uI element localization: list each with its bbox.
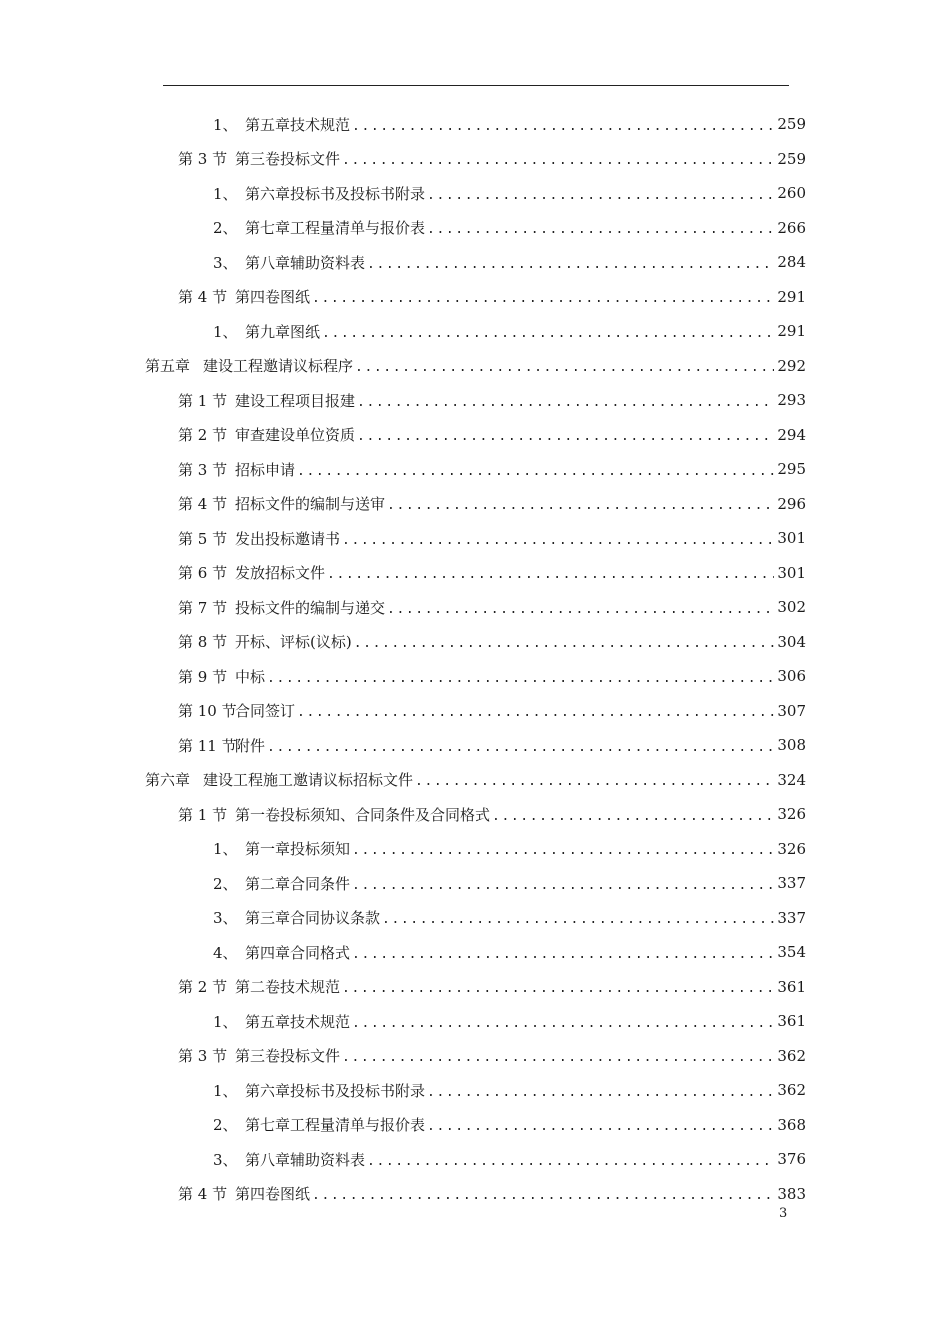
toc-entry-page: 324 [777, 770, 806, 789]
toc-entry-page: 259 [777, 149, 806, 168]
toc-entry-title: 发放招标文件 [235, 564, 326, 583]
toc-entry-label [178, 286, 310, 307]
toc-entry[interactable] [0, 1039, 950, 1074]
toc-entry-number: 第 5 节 [178, 529, 228, 548]
toc-entry-page: 296 [777, 494, 806, 513]
toc-dot-leader [342, 981, 774, 996]
toc-entry-label [145, 355, 353, 376]
toc-entry-title: 招标文件的编制与送审 [235, 495, 386, 514]
toc-entry-title: 建设工程邀请议标程序 [203, 357, 354, 376]
toc-entry-page: 337 [777, 874, 806, 893]
toc-entry-number: 2、 [213, 874, 238, 893]
toc-entry-number: 3、 [213, 253, 238, 272]
toc-dot-leader [427, 1085, 774, 1100]
toc-entry[interactable] [0, 280, 950, 315]
toc-entry-number: 第 1 节 [178, 391, 228, 410]
toc-entry-number: 2、 [213, 1116, 238, 1135]
toc-entry-number: 2、 [213, 219, 238, 238]
toc-dot-leader [387, 498, 774, 513]
toc-entry[interactable] [0, 487, 950, 522]
toc-entry-title: 第一卷投标须知、合同条件及合同格式 [235, 805, 491, 824]
toc-dot-leader [312, 291, 774, 306]
toc-entry-number: 第 11 节 [178, 736, 237, 755]
toc-entry[interactable] [0, 314, 950, 349]
toc-dot-leader [322, 326, 774, 341]
toc-entry-label [178, 390, 355, 411]
toc-entry[interactable] [0, 107, 950, 142]
toc-entry-label [213, 114, 350, 135]
toc-entry[interactable] [0, 728, 950, 763]
toc-entry[interactable] [0, 866, 950, 901]
toc-entry[interactable] [0, 625, 950, 660]
toc-dot-leader [415, 774, 774, 789]
toc-entry-page: 361 [777, 977, 806, 996]
toc-entry-title: 开标、评标(议标) [235, 633, 352, 652]
toc-entry[interactable] [0, 211, 950, 246]
toc-dot-leader [342, 1050, 774, 1065]
footer-page-number: 3 [779, 1206, 788, 1221]
toc-entry-title: 第四卷图纸 [235, 1185, 311, 1204]
toc-dot-leader [427, 188, 774, 203]
toc-entry-number: 4、 [213, 943, 238, 962]
toc-entry-label [213, 1011, 350, 1032]
toc-entry-title: 第九章图纸 [245, 322, 321, 341]
toc-entry-label [213, 252, 365, 273]
toc-entry-title: 合同签订 [235, 702, 296, 721]
toc-entry[interactable] [0, 1004, 950, 1039]
toc-entry[interactable] [0, 1177, 950, 1212]
toc-entry-label [213, 217, 425, 238]
toc-entry-title: 招标申请 [235, 460, 296, 479]
toc-entry-number: 1、 [213, 322, 238, 341]
toc-entry[interactable] [0, 452, 950, 487]
toc-entry-label [145, 769, 413, 790]
toc-entry-label [213, 1114, 425, 1135]
toc-entry[interactable] [0, 694, 950, 729]
toc-entry[interactable] [0, 832, 950, 867]
toc-entry-label [213, 183, 425, 204]
toc-entry-page: 260 [777, 184, 806, 203]
toc-entry-label [178, 666, 265, 687]
toc-entry-label [178, 735, 265, 756]
toc-entry-label [178, 1045, 340, 1066]
toc-entry-page: 293 [777, 391, 806, 410]
toc-entry-page: 368 [777, 1115, 806, 1134]
toc-entry-number: 第 1 节 [178, 805, 228, 824]
toc-dot-leader [382, 912, 774, 927]
toc-entry-page: 266 [777, 218, 806, 237]
toc-dot-leader [297, 705, 774, 720]
toc-entry-page: 302 [777, 598, 806, 617]
toc-entry[interactable] [0, 245, 950, 280]
toc-entry-page: 259 [777, 115, 806, 134]
toc-entry-page: 308 [777, 736, 806, 755]
toc-dot-leader [352, 947, 774, 962]
toc-entry-label [178, 1183, 310, 1204]
toc-dot-leader [427, 1119, 774, 1134]
toc-entry-label [213, 321, 320, 342]
toc-dot-leader [312, 1188, 774, 1203]
toc-dot-leader [387, 602, 774, 617]
toc-entry-title: 建设工程施工邀请议标招标文件 [203, 771, 414, 790]
toc-entry-number: 第 4 节 [178, 1185, 228, 1204]
toc-entry-title: 第四卷图纸 [235, 288, 311, 307]
toc-entry-label [178, 562, 325, 583]
toc-entry-number: 第 3 节 [178, 460, 228, 479]
toc-entry-number: 第 6 节 [178, 564, 228, 583]
toc-entry[interactable] [0, 970, 950, 1005]
toc-entry-label [178, 597, 385, 618]
toc-entry-number: 第 2 节 [178, 978, 228, 997]
toc-entry[interactable] [0, 590, 950, 625]
toc-entry-label [213, 942, 350, 963]
toc-entry-title: 建设工程项目报建 [235, 391, 356, 410]
toc-dot-leader [354, 636, 774, 651]
toc-entry-label [213, 907, 380, 928]
toc-entry-title: 第三卷投标文件 [235, 1047, 341, 1066]
toc-entry-page: 326 [777, 805, 806, 824]
toc-entry-number: 第 10 节 [178, 702, 237, 721]
toc-entry[interactable] [0, 935, 950, 970]
toc-entry-page: 337 [777, 908, 806, 927]
toc-entry-title: 第四章合同格式 [245, 943, 351, 962]
toc-entry-page: 294 [777, 425, 806, 444]
toc-entry-label [178, 700, 295, 721]
toc-entry-label [178, 424, 355, 445]
toc-entry-page: 292 [777, 356, 806, 375]
toc-dot-leader [342, 533, 774, 548]
toc-entry[interactable] [0, 1073, 950, 1108]
toc-dot-leader [492, 809, 774, 824]
toc-entry-title: 第五章技术规范 [245, 115, 351, 134]
toc-entry-number: 第 3 节 [178, 1047, 228, 1066]
toc-entry-title: 第二章合同条件 [245, 874, 351, 893]
toc-entry-title: 第七章工程量清单与报价表 [245, 1116, 426, 1135]
toc-entry-label [213, 1149, 365, 1170]
toc-entry-page: 383 [777, 1184, 806, 1203]
toc-entry-title: 第一章投标须知 [245, 840, 351, 859]
toc-entry-label [178, 148, 340, 169]
toc-entry-page: 291 [777, 287, 806, 306]
toc-entry-number: 第 7 节 [178, 598, 228, 617]
toc-entry[interactable] [0, 383, 950, 418]
toc-entry[interactable] [0, 763, 950, 798]
toc-entry-page: 362 [777, 1081, 806, 1100]
toc-entry-number: 3、 [213, 909, 238, 928]
toc-entry-title: 发出投标邀请书 [235, 529, 341, 548]
toc-entry-page: 307 [777, 701, 806, 720]
toc-dot-leader [427, 222, 774, 237]
toc-entry[interactable] [0, 1142, 950, 1177]
toc-entry-title: 第二卷技术规范 [235, 978, 341, 997]
toc-entry-number: 1、 [213, 115, 238, 134]
toc-entry-number: 第 4 节 [178, 288, 228, 307]
toc-entry-number: 第 2 节 [178, 426, 228, 445]
toc-entry-number: 1、 [213, 184, 238, 203]
toc-entry-page: 301 [777, 563, 806, 582]
toc-dot-leader [367, 1154, 774, 1169]
toc-dot-leader [352, 1016, 774, 1031]
toc-entry-page: 304 [777, 632, 806, 651]
header-rule [163, 85, 789, 86]
toc-entry-title: 附件 [235, 736, 266, 755]
toc-entry[interactable] [0, 142, 950, 177]
toc-dot-leader [267, 740, 774, 755]
toc-entry-title: 第三卷投标文件 [235, 150, 341, 169]
toc-entry-number: 1、 [213, 840, 238, 859]
toc-entry-page: 362 [777, 1046, 806, 1065]
toc-entry-page: 361 [777, 1012, 806, 1031]
toc-entry-title: 投标文件的编制与递交 [235, 598, 386, 617]
toc-entry[interactable] [0, 349, 950, 384]
toc-entry-title: 第三章合同协议条款 [245, 909, 381, 928]
toc-entry-number: 第 8 节 [178, 633, 228, 652]
toc-entry-title: 第八章辅助资料表 [245, 1150, 366, 1169]
toc-dot-leader [355, 360, 774, 375]
toc-entry-title: 第八章辅助资料表 [245, 253, 366, 272]
toc-entry-number: 第 3 节 [178, 150, 228, 169]
toc-entry-page: 354 [777, 943, 806, 962]
toc-entry[interactable] [0, 418, 950, 453]
toc-entry-number: 第五章 [145, 357, 191, 376]
toc-entry-number: 1、 [213, 1081, 238, 1100]
toc-entry-title: 中标 [235, 667, 266, 686]
toc-entry-label [213, 873, 350, 894]
toc-entry[interactable] [0, 659, 950, 694]
toc-dot-leader [267, 671, 774, 686]
toc-entry-label [178, 493, 385, 514]
toc-entry-page: 295 [777, 460, 806, 479]
toc-dot-leader [357, 395, 774, 410]
toc-entry-title: 第五章技术规范 [245, 1012, 351, 1031]
toc-entry-number: 第 4 节 [178, 495, 228, 514]
toc-entry[interactable] [0, 1108, 950, 1143]
toc-entry-page: 291 [777, 322, 806, 341]
table-of-contents [0, 107, 950, 1211]
toc-entry-number: 3、 [213, 1150, 238, 1169]
toc-entry-number: 1、 [213, 1012, 238, 1031]
toc-dot-leader [367, 257, 774, 272]
toc-entry[interactable] [0, 521, 950, 556]
toc-dot-leader [327, 567, 774, 582]
toc-entry-label [213, 1080, 425, 1101]
toc-entry-title: 第七章工程量清单与报价表 [245, 219, 426, 238]
toc-entry-page: 306 [777, 667, 806, 686]
toc-entry-label [178, 804, 490, 825]
toc-dot-leader [352, 878, 774, 893]
toc-entry-number: 第 9 节 [178, 667, 228, 686]
toc-entry-number: 第六章 [145, 771, 191, 790]
toc-dot-leader [297, 464, 774, 479]
toc-entry-label [178, 631, 352, 652]
toc-entry[interactable] [0, 176, 950, 211]
toc-dot-leader [352, 119, 774, 134]
toc-dot-leader [342, 153, 774, 168]
toc-entry-label [178, 459, 295, 480]
toc-entry-label [178, 976, 340, 997]
toc-entry-label [178, 528, 340, 549]
toc-entry-page: 284 [777, 253, 806, 272]
toc-entry-title: 第六章投标书及投标书附录 [245, 1081, 426, 1100]
toc-entry-title: 审查建设单位资质 [235, 426, 356, 445]
toc-entry-page: 301 [777, 529, 806, 548]
toc-entry[interactable] [0, 556, 950, 591]
toc-entry-page: 326 [777, 839, 806, 858]
toc-entry-title: 第六章投标书及投标书附录 [245, 184, 426, 203]
toc-dot-leader [352, 843, 774, 858]
toc-dot-leader [357, 429, 774, 444]
toc-entry[interactable] [0, 901, 950, 936]
toc-entry[interactable] [0, 797, 950, 832]
toc-entry-label [213, 838, 350, 859]
toc-entry-page: 376 [777, 1150, 806, 1169]
